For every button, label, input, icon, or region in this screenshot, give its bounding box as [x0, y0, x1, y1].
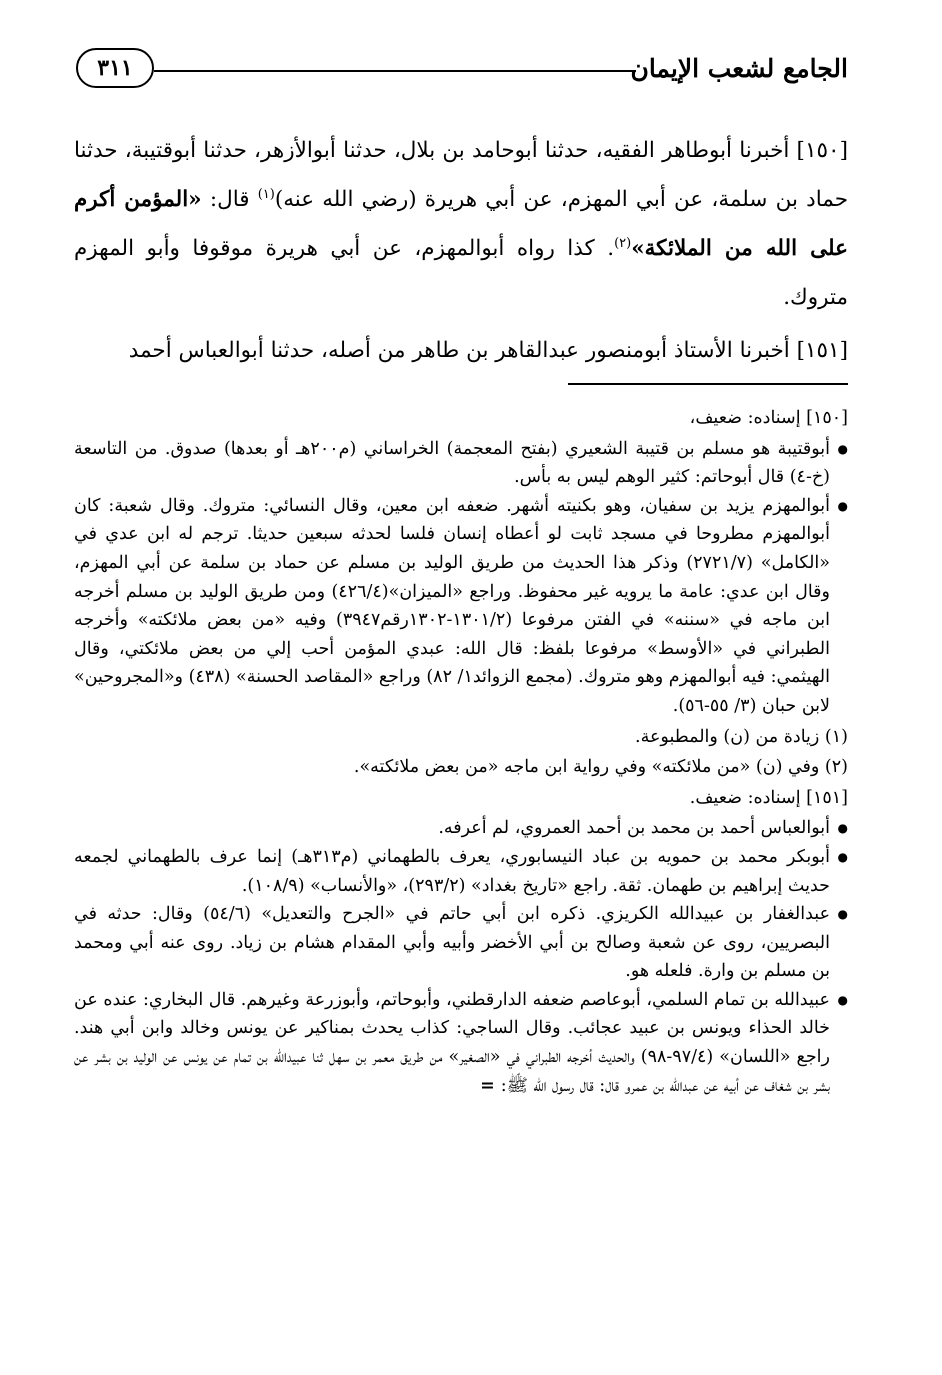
narrator-note: ● أبوقتيبة هو مسلم بن قتيبة الشعيري (بفتح المعجمة) الخراساني (م٢٠٠هـ أو بعدها) صدوق. من التاسعة (خ-٤) قال أبوحاتم: كثير الوهم ليس به بأس. [74, 435, 848, 492]
footnote-ref-1: (١) [257, 186, 275, 202]
narrator-note [74, 986, 848, 1100]
narrator-note: ● أبوالمهزم يزيد بن سفيان، وهو بكنيته أشهر. ضعفه ابن معين، وقال النسائي: متروك. وقال شعبة: كان أبوالمهزم مطروحا في مسجد ثابت لو أعطاه إنسان فلسا لحدثه سبعين حديثا. ترجم له ابن عدي في «الكامل» (٢٧٢١/٧) وذكر هذا الحديث من طريق الوليد بن مسلم عن حماد بن سلمة عن أبي المهزم، وقال ابن عدي: عامة ما يرويه غير محفوظ. وراجع «الميزان»(٤٢٦/٤) ومن طريق الوليد بن مسلم أخرجه ابن ماجه في «سننه» في الفتن مرفوعا (١٣٠١/٢-١٣٠٢رقم٣٩٤٧) وفيه «من بعض ملائكته» وأخرجه الطبراني في «الأوسط» مرفوعا بلفظ: قال الله: عبدي المؤمن أحب إلي من بعض ملائكتي، وقال الهيثمي: فيه أبوالمهزم وهو متروك. (مجمع الزوائد١/ ٨٢) وراجع «المقاصد الحسنة» (٤٣٨) و«المجروحين» لابن حبان (٣/ ٥٥-٥٦). [74, 492, 848, 721]
narrator-note: ● أبوبكر محمد بن حمويه بن عباد النيسابوري، يعرف بالطهماني (م٣١٣هـ) إنما عرف بالطهماني لجمعه حديث إبراهيم بن طهمان. ثقة. راجع «تاريخ بغداد» (٢٩٣/٢)، «والأنساب» (١٠٨/٩). [74, 843, 848, 900]
note-151-heading: [١٥١] إسناده: ضعيف. [689, 787, 848, 808]
hadith-150-comment: . كذا رواه أبوالمهزم، عن أبي هريرة موقوفا وأبو المهزم متروك. [74, 236, 848, 310]
running-title: الجامع لشعب الإيمان [630, 54, 848, 83]
hadith-150-isnad: [١٥٠] أخبرنا أبوطاهر الفقيه، حدثنا أبوحامد بن بلال، حدثنا أبوالأزهر، حدثنا أبوقتيبة، حدثنا حماد بن سلمة، عن أبي المهزم، عن أبي هريرة (رضي الله عنه) [74, 138, 849, 212]
footnote-ref-2: (٢) [614, 235, 632, 251]
footnotes [74, 404, 848, 1100]
footnote-2: (٢) وفي (ن) «من ملائكته» وفي رواية ابن ماجه «من بعض ملائكته». [353, 757, 848, 778]
note-150-heading: [١٥٠] إسناده: ضعيف، [689, 408, 848, 428]
hadith-151: [١٥١] أخبرنا الأستاذ أبومنصور عبدالقاهر بن طاهر من أصله، حدثنا أبوالعباس أحمد [128, 338, 848, 363]
page-header [76, 40, 848, 96]
footnote-1: (١) زيادة من (ن) والمطبوعة. [635, 726, 848, 747]
hadith-150 [74, 126, 848, 322]
continuation-mark: = [480, 1075, 495, 1096]
hadith-150-matn: «المؤمن أكرم على الله من الملائكة» [74, 187, 849, 261]
narrator-note-text: عبيدالله بن تمام السلمي، أبوعاصم ضعفه الدارقطني، وأبوحاتم، وأبوزرعة وغيرهم. قال البخاري: عنده عن خالد الحذاء ويونس بن عبيد عجائب. وقال الساجي: كذاب يحدث بمناكير عن يونس وخالد وابن أبي هند. راجع «اللسان» (٩٧/٤-٩٨) والحديث أخرجه الطبراني في «الصغير» من طريق معمر بن سهل ثنا عبيدالله بن تمام عن يونس عن الوليد بن بشر عن بشر بن شغاف عن أبيه عن عبدالله بن عمرو قال: قال رسول الله ﷺ: [74, 989, 830, 1096]
footnote-separator [568, 383, 848, 385]
narrator-note: ● أبوالعباس أحمد بن محمد بن أحمد العمروي، لم أعرفه. [74, 814, 848, 843]
header-rule [154, 70, 636, 72]
main-text [74, 126, 848, 375]
hadith-150-qal: قال: [209, 187, 258, 212]
note-151-list [74, 814, 848, 1100]
note-150-list [74, 435, 848, 721]
page-number: ٣١١ [76, 48, 154, 88]
narrator-note: ● عبدالغفار بن عبيدالله الكريزي. ذكره ابن أبي حاتم في «الجرح والتعديل» (٥٤/٦) وقال: حدثه في البصريين، روى عن شعبة وصالح بن أبي الأخضر وأبيه وأبي المقدام هشام بن زياد. روى عنه أبي ومحمد بن مسلم بن وارة. فلعله هو. [74, 900, 848, 986]
